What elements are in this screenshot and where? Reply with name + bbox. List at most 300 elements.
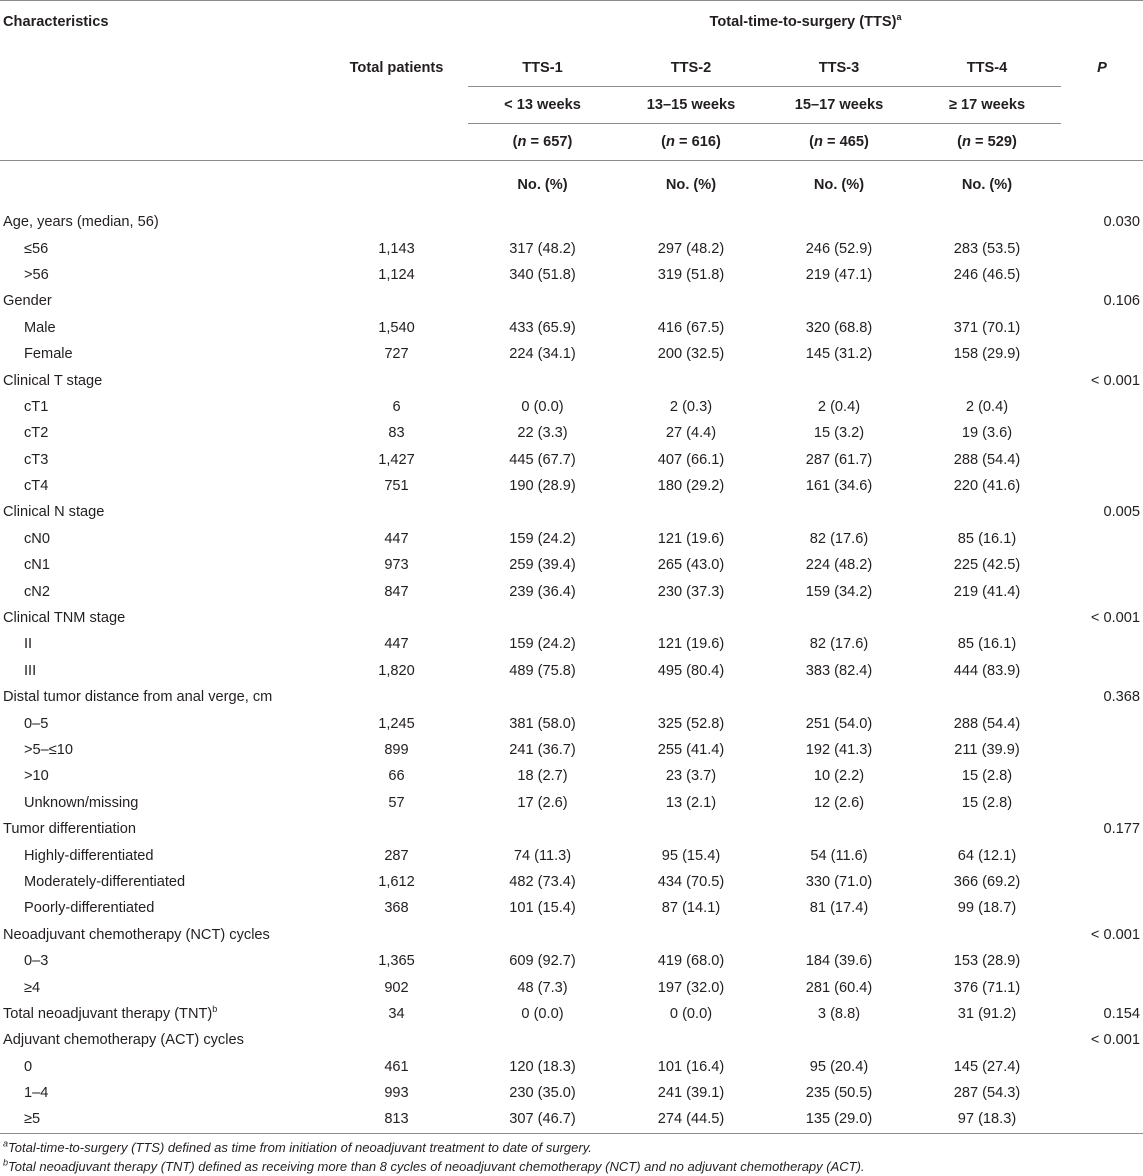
cell-total: 368 (384, 900, 409, 917)
cell-p-value (1061, 1080, 1143, 1106)
cell-value: 31 (91.2) (957, 1005, 1017, 1022)
row-label-text: Highly-differentiated (24, 847, 154, 864)
row-label-text: Distal tumor distance from anal verge, cm (3, 689, 273, 706)
row-label (0, 1054, 325, 1080)
row-label (0, 631, 325, 657)
cell-value (468, 288, 617, 314)
cell-total (325, 816, 468, 842)
row-label-text: cN2 (24, 583, 50, 600)
row-label-text: 1–4 (24, 1085, 49, 1102)
table-row (0, 948, 1143, 974)
cell-total: 1,245 (378, 715, 415, 732)
header-characteristics: Characteristics (0, 1, 325, 51)
cell-value: 297 (48.2) (657, 240, 725, 257)
cell-value: 235 (50.5) (805, 1085, 873, 1102)
cell-p-value (1061, 737, 1143, 763)
row-label-text: Male (24, 319, 56, 336)
cell-value: 433 (65.9) (509, 319, 576, 336)
row-label-text: 0–3 (24, 953, 49, 970)
header-no-pct: No. (%) (517, 177, 568, 193)
cell-value: 18 (2.7) (517, 768, 568, 785)
row-label-text: Total neoadjuvant therapy (TNT) (3, 1005, 213, 1022)
cell-value (617, 922, 765, 948)
row-label (0, 288, 325, 314)
row-label (0, 922, 325, 948)
cell-value: 495 (80.4) (657, 662, 725, 679)
table-row (0, 1001, 1143, 1027)
cell-value: 120 (18.3) (509, 1058, 576, 1075)
cell-value: 225 (42.5) (953, 557, 1021, 574)
row-label-sup: b (212, 1004, 218, 1015)
cell-value (765, 605, 913, 631)
cell-total: 66 (388, 768, 405, 785)
cell-total (325, 922, 468, 948)
cell-total: 1,124 (378, 266, 415, 283)
n-symbol: n (962, 134, 971, 150)
header-group-range: < 13 weeks (468, 87, 617, 124)
cell-value: 281 (60.4) (805, 979, 873, 996)
footnote-text: Total-time-to-surgery (TTS) defined as time from initiation of neoadjuvant treatment to date of surgery. (8, 1139, 592, 1155)
cell-value: 200 (32.5) (657, 346, 725, 363)
n-value: 616 (691, 134, 716, 150)
row-label (0, 578, 325, 604)
row-label (0, 394, 325, 420)
table-row (0, 1027, 1143, 1053)
row-label (0, 790, 325, 816)
row-label-text: >10 (24, 768, 49, 785)
cell-value: 2 (0.3) (669, 398, 713, 415)
header-tts-group (468, 1, 1143, 51)
cell-value: 48 (7.3) (517, 979, 568, 996)
cell-value: 319 (51.8) (657, 266, 725, 283)
cell-total (325, 684, 468, 710)
cell-p-value (1061, 1106, 1143, 1133)
cell-value: 64 (12.1) (957, 847, 1017, 864)
table-header (0, 1, 1143, 210)
row-label-text: Age, years (median, 56) (3, 214, 159, 231)
cell-value (913, 1027, 1061, 1053)
header-tts-group-label: Total-time-to-surgery (TTS) (709, 14, 897, 30)
row-label-text: ≤56 (24, 240, 49, 257)
row-label (0, 763, 325, 789)
cell-value (765, 499, 913, 525)
header-group-name: TTS-2 (617, 50, 765, 87)
cell-value: 224 (34.1) (509, 346, 576, 363)
cell-value: 265 (43.0) (657, 557, 725, 574)
row-label (0, 1027, 325, 1053)
cell-p-value (1061, 235, 1143, 261)
table-row (0, 235, 1143, 261)
row-label-text: Poorly-differentiated (24, 900, 155, 917)
table-row (0, 658, 1143, 684)
cell-value: 241 (36.7) (509, 742, 576, 758)
cell-value (913, 288, 1061, 314)
header-p: P (1097, 60, 1107, 77)
cell-value (913, 816, 1061, 842)
cell-p-value (1061, 552, 1143, 578)
cell-value: 376 (71.1) (953, 979, 1021, 996)
table-row (0, 341, 1143, 367)
row-label-text: II (24, 636, 33, 653)
cell-value (765, 288, 913, 314)
header-group-n: (n = 529) (913, 124, 1061, 161)
cell-value: 246 (52.9) (805, 240, 873, 257)
cell-total: 1,540 (378, 319, 415, 336)
header-group-n: (n = 657) (468, 124, 617, 161)
cell-value: 220 (41.6) (953, 478, 1021, 495)
cell-p-value (1061, 658, 1143, 684)
cell-total: 1,820 (378, 662, 415, 679)
cell-value: 340 (51.8) (509, 266, 576, 283)
table-row (0, 447, 1143, 473)
cell-p-value: 0.005 (1103, 504, 1140, 521)
cell-value (617, 1027, 765, 1053)
table-row (0, 790, 1143, 816)
row-label (0, 710, 325, 736)
row-label (0, 235, 325, 261)
row-label (0, 948, 325, 974)
cell-value: 287 (61.7) (805, 451, 873, 468)
cell-value: 82 (17.6) (809, 530, 869, 547)
cell-total: 461 (384, 1058, 409, 1075)
row-label-text: cT4 (24, 478, 49, 495)
row-label (0, 262, 325, 288)
cell-value: 219 (41.4) (953, 583, 1021, 600)
footnote-mark: a (3, 1138, 9, 1149)
table-row (0, 526, 1143, 552)
cell-value: 161 (34.6) (805, 478, 873, 495)
row-label-text: >5–≤10 (24, 742, 73, 758)
cell-total (325, 1027, 468, 1053)
header-group-name: TTS-4 (913, 50, 1061, 87)
row-label-text: Tumor differentiation (3, 821, 137, 838)
cell-value (468, 1027, 617, 1053)
cell-p-value: < 0.001 (1090, 610, 1140, 627)
cell-total: 1,612 (378, 873, 415, 890)
cell-p-value (1061, 869, 1143, 895)
cell-value (468, 922, 617, 948)
cell-p-value: < 0.001 (1090, 926, 1140, 943)
cell-value: 288 (54.4) (953, 451, 1021, 468)
header-group-n: (n = 616) (617, 124, 765, 161)
row-label (0, 526, 325, 552)
row-label-text: Unknown/missing (24, 794, 139, 811)
cell-value: 274 (44.5) (617, 1106, 765, 1133)
row-label (0, 842, 325, 868)
footnote-text: Total neoadjuvant therapy (TNT) defined as receiving more than 8 cycles of neoadjuvant chemotherapy (NCT) and no adjuvant chemotherapy (ACT). (8, 1158, 865, 1174)
row-label (0, 209, 325, 235)
cell-value (468, 605, 617, 631)
cell-p-value (1061, 578, 1143, 604)
cell-value (617, 209, 765, 235)
cell-total: 1,427 (378, 451, 415, 468)
cell-value (913, 605, 1061, 631)
cell-value: 259 (39.4) (509, 557, 576, 574)
row-label (0, 1001, 325, 1027)
cell-p-value (1061, 447, 1143, 473)
cell-p-value: 0.106 (1103, 293, 1140, 310)
cell-p-value (1061, 420, 1143, 446)
cell-total: 57 (388, 794, 405, 811)
cell-total: 751 (384, 478, 409, 495)
cell-value: 101 (16.4) (657, 1058, 725, 1075)
n-symbol: n (666, 134, 675, 150)
cell-value: 407 (66.1) (657, 451, 725, 468)
cell-total: 447 (384, 636, 409, 653)
cell-value (913, 367, 1061, 393)
cell-value: 366 (69.2) (953, 873, 1021, 890)
cell-value: 434 (70.5) (657, 873, 725, 890)
table-row (0, 288, 1143, 314)
row-label-text: cT3 (24, 451, 49, 468)
cell-value: 121 (19.6) (657, 530, 725, 547)
cell-value (765, 922, 913, 948)
cell-value (765, 816, 913, 842)
cell-value: 482 (73.4) (509, 873, 576, 890)
table-row (0, 315, 1143, 341)
cell-total (325, 209, 468, 235)
cell-value (468, 684, 617, 710)
cell-total: 1,143 (378, 240, 415, 257)
cell-p-value (1061, 1054, 1143, 1080)
row-label-text: Gender (3, 293, 52, 310)
cell-total (325, 367, 468, 393)
table-row (0, 763, 1143, 789)
cell-value: 95 (15.4) (661, 847, 721, 864)
row-label-text: ≥5 (24, 1111, 41, 1128)
row-label-text: Clinical T stage (3, 372, 103, 389)
cell-value: 81 (17.4) (809, 900, 869, 917)
cell-value (913, 922, 1061, 948)
cell-value: 192 (41.3) (805, 742, 873, 758)
cell-total (325, 499, 468, 525)
cell-p-value (1061, 473, 1143, 499)
header-group-n: (n = 465) (765, 124, 913, 161)
cell-value: 444 (83.9) (953, 662, 1021, 679)
cell-total: 899 (384, 742, 409, 758)
cell-value: 12 (2.6) (813, 794, 865, 811)
table-row (0, 367, 1143, 393)
table-row (0, 710, 1143, 736)
cell-p-value: 0.368 (1103, 689, 1140, 706)
cell-value (765, 367, 913, 393)
cell-p-value: < 0.001 (1090, 1032, 1140, 1049)
cell-total (325, 605, 468, 631)
row-label-text: Clinical TNM stage (3, 610, 126, 627)
cell-value: 2 (0.4) (817, 398, 861, 415)
row-label (0, 499, 325, 525)
cell-value: 0 (0.0) (669, 1005, 713, 1022)
table-row (0, 209, 1143, 235)
cell-value: 251 (54.0) (805, 715, 873, 732)
cell-total: 1,365 (378, 953, 415, 970)
cell-value (617, 367, 765, 393)
cell-total: 287 (384, 847, 409, 864)
row-label-text: Clinical N stage (3, 504, 105, 521)
table-row (0, 1054, 1143, 1080)
cell-value: 87 (14.1) (661, 900, 721, 917)
table-row (0, 578, 1143, 604)
cell-value: 99 (18.7) (957, 900, 1017, 917)
cell-value: 287 (54.3) (953, 1085, 1021, 1102)
cell-value (468, 367, 617, 393)
footnote-b (3, 1157, 1143, 1176)
cell-value: 307 (46.7) (468, 1106, 617, 1133)
cell-p-value (1061, 341, 1143, 367)
row-label-text: Adjuvant chemotherapy (ACT) cycles (3, 1032, 244, 1049)
cell-p-value (1061, 631, 1143, 657)
cell-value (913, 499, 1061, 525)
cell-value: 317 (48.2) (509, 240, 576, 257)
cell-value: 330 (71.0) (805, 873, 873, 890)
cell-total (325, 288, 468, 314)
cell-value: 445 (67.7) (509, 451, 576, 468)
cell-value: 0 (0.0) (521, 1005, 564, 1022)
table-row (0, 1080, 1143, 1106)
cell-value: 158 (29.9) (953, 346, 1021, 363)
cell-total: 83 (388, 425, 405, 442)
row-label (0, 420, 325, 446)
cell-p-value: 0.154 (1103, 1005, 1140, 1022)
cell-total: 813 (325, 1106, 468, 1133)
n-value: 529 (987, 134, 1012, 150)
cell-value: 197 (32.0) (657, 979, 725, 996)
cell-total: 993 (384, 1085, 409, 1102)
cell-value: 489 (75.8) (509, 662, 576, 679)
header-group-range: ≥ 17 weeks (913, 87, 1061, 124)
table-row (0, 816, 1143, 842)
table-row (0, 974, 1143, 1000)
row-label (0, 658, 325, 684)
row-label-text: cN0 (24, 530, 50, 547)
cell-value: 184 (39.6) (805, 953, 873, 970)
cell-value: 74 (11.3) (513, 847, 572, 864)
cell-value (468, 209, 617, 235)
cell-value: 23 (3.7) (665, 768, 717, 785)
cell-value: 13 (2.1) (665, 794, 717, 811)
row-label (0, 869, 325, 895)
table-row (0, 262, 1143, 288)
cell-value: 101 (15.4) (509, 900, 576, 917)
row-label-text: >56 (24, 266, 49, 283)
cell-p-value: 0.030 (1103, 214, 1140, 231)
cell-total: 6 (392, 398, 401, 415)
row-label-text: Neoadjuvant chemotherapy (NCT) cycles (3, 926, 270, 943)
cell-total: 447 (384, 530, 409, 547)
cell-p-value (1061, 710, 1143, 736)
cell-value: 159 (24.2) (509, 636, 576, 653)
cell-p-value (1061, 895, 1143, 921)
cell-value: 159 (24.2) (509, 530, 576, 547)
row-label (0, 974, 325, 1000)
cell-value: 0 (0.0) (521, 398, 564, 415)
table-row (0, 895, 1143, 921)
header-group-range: 13–15 weeks (617, 87, 765, 124)
cell-value: 2 (0.4) (965, 398, 1009, 415)
row-label (0, 737, 325, 763)
cell-p-value: 0.177 (1103, 821, 1140, 838)
cell-p-value (1061, 974, 1143, 1000)
cell-p-value: < 0.001 (1090, 372, 1140, 389)
cell-value: 95 (20.4) (809, 1058, 869, 1075)
header-group-name: TTS-1 (468, 50, 617, 87)
cell-value: 246 (46.5) (953, 266, 1021, 283)
table-row (0, 605, 1143, 631)
cell-value: 17 (2.6) (517, 794, 568, 811)
row-label-text: cN1 (24, 557, 50, 574)
cell-value: 82 (17.6) (809, 636, 869, 653)
cell-p-value (1061, 262, 1143, 288)
row-label (0, 473, 325, 499)
cell-value: 211 (39.9) (954, 742, 1020, 758)
cell-value: 19 (3.6) (961, 425, 1013, 442)
table-row (0, 842, 1143, 868)
row-label (0, 447, 325, 473)
header-group-name: TTS-3 (765, 50, 913, 87)
cell-value: 230 (35.0) (509, 1085, 576, 1102)
cell-value: 190 (28.9) (509, 478, 576, 495)
row-label (0, 816, 325, 842)
cell-value (617, 684, 765, 710)
cell-p-value (1061, 394, 1143, 420)
cell-p-value (1061, 842, 1143, 868)
header-total-patients: Total patients (349, 60, 444, 77)
table-row (0, 684, 1143, 710)
cell-p-value (1061, 948, 1143, 974)
cell-value: 15 (2.8) (961, 794, 1013, 811)
row-label (0, 341, 325, 367)
cell-value: 3 (8.8) (817, 1005, 861, 1022)
cell-value: 22 (3.3) (517, 425, 568, 442)
cell-value: 153 (28.9) (953, 953, 1021, 970)
table-row (0, 737, 1143, 763)
cell-value: 85 (16.1) (957, 530, 1017, 547)
cell-p-value (1061, 790, 1143, 816)
cell-value: 230 (37.3) (657, 583, 725, 600)
cell-p-value (1061, 315, 1143, 341)
cell-value: 135 (29.0) (765, 1106, 913, 1133)
cell-value: 371 (70.1) (953, 319, 1021, 336)
row-label (0, 684, 325, 710)
cell-value: 27 (4.4) (665, 425, 717, 442)
cell-total: 727 (384, 346, 409, 363)
cell-total: 34 (388, 1005, 405, 1022)
row-label (0, 1106, 325, 1133)
row-label-text: Moderately-differentiated (24, 873, 186, 890)
cell-value: 419 (68.0) (657, 953, 725, 970)
cell-p-value (1061, 526, 1143, 552)
header-no-pct: No. (%) (665, 177, 717, 193)
table-row (0, 552, 1143, 578)
row-label (0, 1080, 325, 1106)
cell-value: 239 (36.4) (509, 583, 576, 600)
cell-total: 902 (384, 979, 409, 996)
row-label (0, 895, 325, 921)
cell-value (617, 499, 765, 525)
n-value: 465 (839, 134, 864, 150)
row-label-text: cT2 (24, 425, 49, 442)
row-label (0, 367, 325, 393)
row-label-text: Female (24, 346, 73, 363)
cell-value: 15 (3.2) (813, 425, 865, 442)
table-row (0, 394, 1143, 420)
cell-value: 609 (92.7) (509, 953, 576, 970)
cell-value: 255 (41.4) (657, 742, 725, 758)
cell-value: 10 (2.2) (813, 768, 865, 785)
cell-value: 288 (54.4) (953, 715, 1021, 732)
cell-value: 383 (82.4) (805, 662, 873, 679)
cell-value: 121 (19.6) (657, 636, 725, 653)
